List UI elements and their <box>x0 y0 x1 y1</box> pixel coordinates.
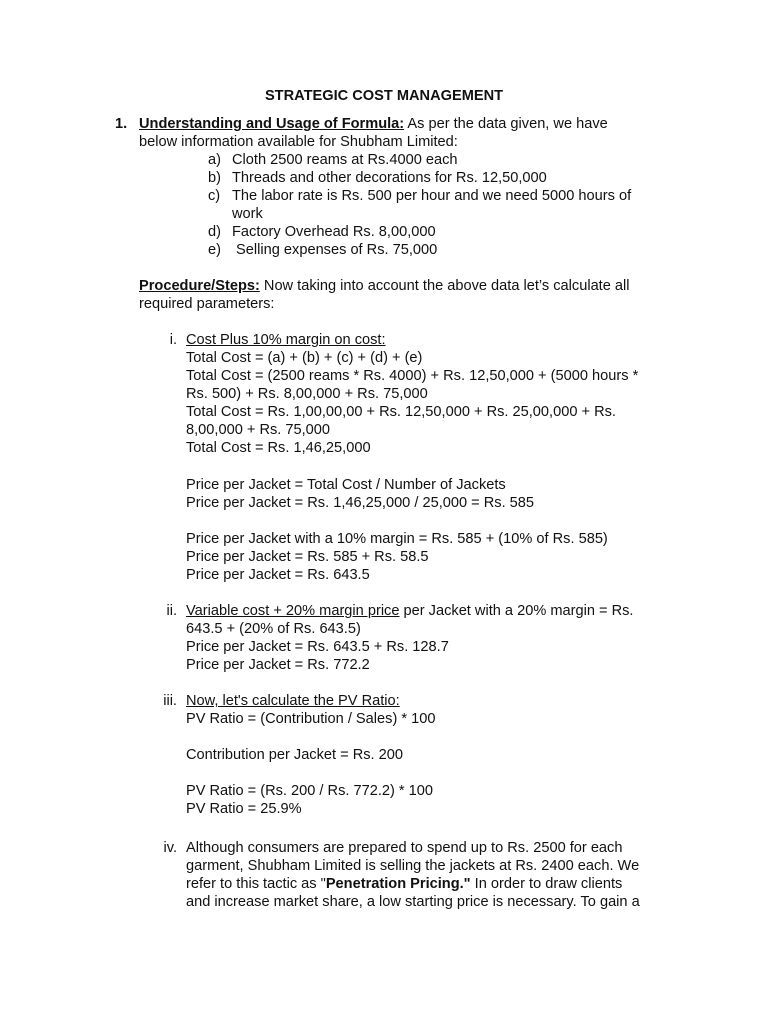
step-line: Total Cost = (a) + (b) + (c) + (d) + (e) <box>186 350 423 366</box>
step-numeral: ii. <box>166 603 177 619</box>
page-title: STRATEGIC COST MANAGEMENT <box>264 88 504 104</box>
item-text: Factory Overhead Rs. 8,00,000 <box>232 224 436 240</box>
step-text: per Jacket with a 20% margin = Rs. <box>399 603 634 619</box>
item-marker: d) <box>208 224 221 240</box>
step-line: Price per Jacket = Rs. 585 + Rs. 58.5 <box>186 549 429 565</box>
step-line: Total Cost = Rs. 1,46,25,000 <box>186 440 371 456</box>
section-number: 1. <box>115 116 128 132</box>
procedure-line-1 <box>139 277 630 295</box>
penetration-pricing-term: Penetration Pricing." <box>325 876 471 892</box>
step-line: PV Ratio = 25.9% <box>186 801 302 817</box>
step-line: and increase market share, a low starting price is necessary. To gain a <box>186 894 640 910</box>
item-marker: b) <box>208 170 221 186</box>
procedure-heading: Procedure/Steps: <box>139 278 260 294</box>
step-line: Price per Jacket = Rs. 772.2 <box>186 657 370 673</box>
step-line <box>186 875 622 893</box>
step-heading-line <box>186 602 634 620</box>
step-text: In order to draw clients <box>470 876 623 892</box>
section-heading: Understanding and Usage of Formula: <box>139 116 405 132</box>
item-text-continued: work <box>232 206 263 222</box>
step-line: Contribution per Jacket = Rs. 200 <box>186 747 403 763</box>
item-marker: e) <box>208 242 221 258</box>
step-numeral: iii. <box>163 693 177 709</box>
step-line: 643.5 + (20% of Rs. 643.5) <box>186 621 361 637</box>
section-intro-text: As per the data given, we have <box>404 116 608 132</box>
section-intro-line-1 <box>139 115 608 133</box>
item-marker: c) <box>208 188 221 204</box>
step-line: PV Ratio = (Contribution / Sales) * 100 <box>186 711 436 727</box>
step-line: Price per Jacket = Rs. 643.5 <box>186 567 370 583</box>
step-line: Price per Jacket with a 10% margin = Rs. 585 + (10% of Rs. 585) <box>186 531 608 547</box>
step-line: PV Ratio = (Rs. 200 / Rs. 772.2) * 100 <box>186 783 434 799</box>
procedure-text: Now taking into account the above data let’s calculate all <box>259 278 630 294</box>
item-text: The labor rate is Rs. 500 per hour and we need 5000 hours of <box>232 188 632 204</box>
item-text: Threads and other decorations for Rs. 12,50,000 <box>232 170 547 186</box>
step-line: Price per Jacket = Total Cost / Number of Jackets <box>186 477 506 493</box>
step-heading: Now, let's calculate the PV Ratio: <box>186 693 400 709</box>
section-intro-line-2: below information available for Shubham Limited: <box>139 134 458 150</box>
step-line: Price per Jacket = Rs. 643.5 + Rs. 128.7 <box>186 639 449 655</box>
step-line: Rs. 500) + Rs. 8,00,000 + Rs. 75,000 <box>186 386 428 402</box>
item-text: Cloth 2500 reams at Rs.4000 each <box>232 152 458 168</box>
step-heading: Cost Plus 10% margin on cost: <box>186 332 386 348</box>
step-numeral: iv. <box>163 840 177 856</box>
item-text: Selling expenses of Rs. 75,000 <box>232 242 438 258</box>
step-line: Price per Jacket = Rs. 1,46,25,000 / 25,000 = Rs. 585 <box>186 495 535 511</box>
item-marker: a) <box>208 152 221 168</box>
step-numeral: i. <box>169 332 177 348</box>
step-heading: Variable cost + 20% margin price <box>186 603 400 619</box>
step-line: Total Cost = Rs. 1,00,00,00 + Rs. 12,50,000 + Rs. 25,00,000 + Rs. <box>186 404 616 420</box>
step-line: garment, Shubham Limited is selling the jackets at Rs. 2400 each. We <box>186 858 640 874</box>
step-text: refer to this tactic as " <box>186 876 326 892</box>
step-line: Total Cost = (2500 reams * Rs. 4000) + Rs. 12,50,000 + (5000 hours * <box>186 368 639 384</box>
procedure-line-2: required parameters: <box>139 296 275 312</box>
step-line: Although consumers are prepared to spend up to Rs. 2500 for each <box>186 840 623 856</box>
step-line: 8,00,000 + Rs. 75,000 <box>186 422 331 438</box>
